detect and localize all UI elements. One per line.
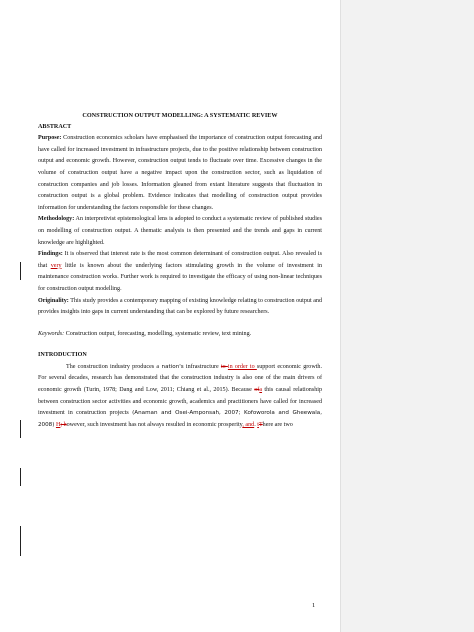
tracked-deletion[interactable]: of (254, 387, 260, 394)
change-bar (20, 262, 21, 280)
introduction-heading: INTRODUCTION (38, 352, 87, 359)
introduction-paragraph (38, 362, 322, 432)
citation: (Anaman and Osei-Amponsah, 2007; Kofoworola and Gheewala, 2008) (38, 410, 322, 428)
tracked-deletion[interactable]: ; h (60, 421, 67, 428)
methodology-label: Methodology: (38, 216, 75, 223)
intro-text: . (254, 421, 258, 428)
tracked-insertion[interactable]: in order to (227, 363, 257, 370)
paper-title: CONSTRUCTION OUTPUT MODELLING: A SYSTEMATIC REVIEW (82, 112, 278, 119)
comment-margin (340, 0, 474, 632)
intro-text: The construction industry produces a (66, 363, 160, 370)
tracked-insertion[interactable]: , and (242, 421, 255, 428)
intro-text: here are two (262, 421, 293, 428)
tracked-insertion[interactable]: t (257, 421, 259, 428)
intro-text: support economic growth. For several decades, research has demonstrated that the construction industry is also one of the main drivers of economic growth (Turin, 1978; Dang and Low, 2011; Chiang et al., 2015). Because (38, 363, 323, 394)
purpose-paragraph (38, 133, 322, 214)
intro-text: this causal relationship between construction sector activities and economic growth, academics and practitioners have called for increased investment in construction projects (38, 387, 323, 417)
findings-text: It is observed that interest rate is the most common determinant of construction output. Also revealed is that (38, 251, 322, 269)
change-bar (20, 420, 21, 438)
purpose-text: Construction economics scholars have emphasised the importance of construction output forecasting and have called for increased investment in infrastructure projects, due to the positive relationship between construction output and economic growth. However, construction output tends to fluctuate over time. Excessive changes in the volume of construction output have a negative impact upon the construction sector, such as liquidation of construction companies and job losses. Information gleaned from extant literature suggests that fluctuation in construction output is a global problem. Evidence indicates that modelling of construction output provides information for understanding the factors responsible for these changes. (38, 135, 322, 211)
change-bar (20, 526, 21, 556)
keywords-text: Construction output, forecasting, modelling, systematic review, text mining. (64, 330, 252, 337)
tracked-insertion[interactable]: H (55, 421, 61, 428)
methodology-text: An interpretivist epistemological lens is adopted to conduct a systematic review of published studies on modelling of construction output. A thematic analysis is then presented and the trends and gaps in current knowledge are highlighted. (38, 216, 322, 246)
tracked-insertion[interactable]: very (50, 262, 62, 269)
originality-paragraph (38, 296, 322, 319)
tracked-deletion[interactable]: to (220, 363, 228, 370)
document-body (38, 110, 322, 431)
purpose-label: Purpose: (38, 135, 62, 142)
findings-text-2: little is known about the underlying factors stimulating growth in the volume of investment in maintenance construction works. Further work is required to investigate the efficacy of using non-linear techniques for construction output modelling. (38, 262, 323, 292)
originality-text: This study provides a contemporary mapping of existing knowledge relating to construction output and provides insights into gaps in current understanding that can be explored by future researchers. (38, 297, 322, 316)
methodology-paragraph (38, 214, 322, 249)
findings-paragraph (38, 249, 322, 295)
findings-label: Findings: (38, 251, 63, 258)
keywords-label: Keywords: (38, 330, 65, 337)
originality-label: Originality: (38, 297, 69, 304)
intro-text: nation's (159, 363, 184, 370)
change-bar (20, 468, 21, 486)
page-number: 1 (312, 602, 316, 609)
keywords-paragraph (38, 329, 322, 341)
tracked-insertion[interactable]: a (259, 387, 263, 394)
intro-text: infrastructure (183, 363, 221, 370)
tracked-deletion[interactable]: T (258, 421, 263, 428)
abstract-heading: ABSTRACT (38, 123, 72, 130)
intro-text: owever, such investment has not always resulted in economic prosperity (66, 421, 243, 428)
